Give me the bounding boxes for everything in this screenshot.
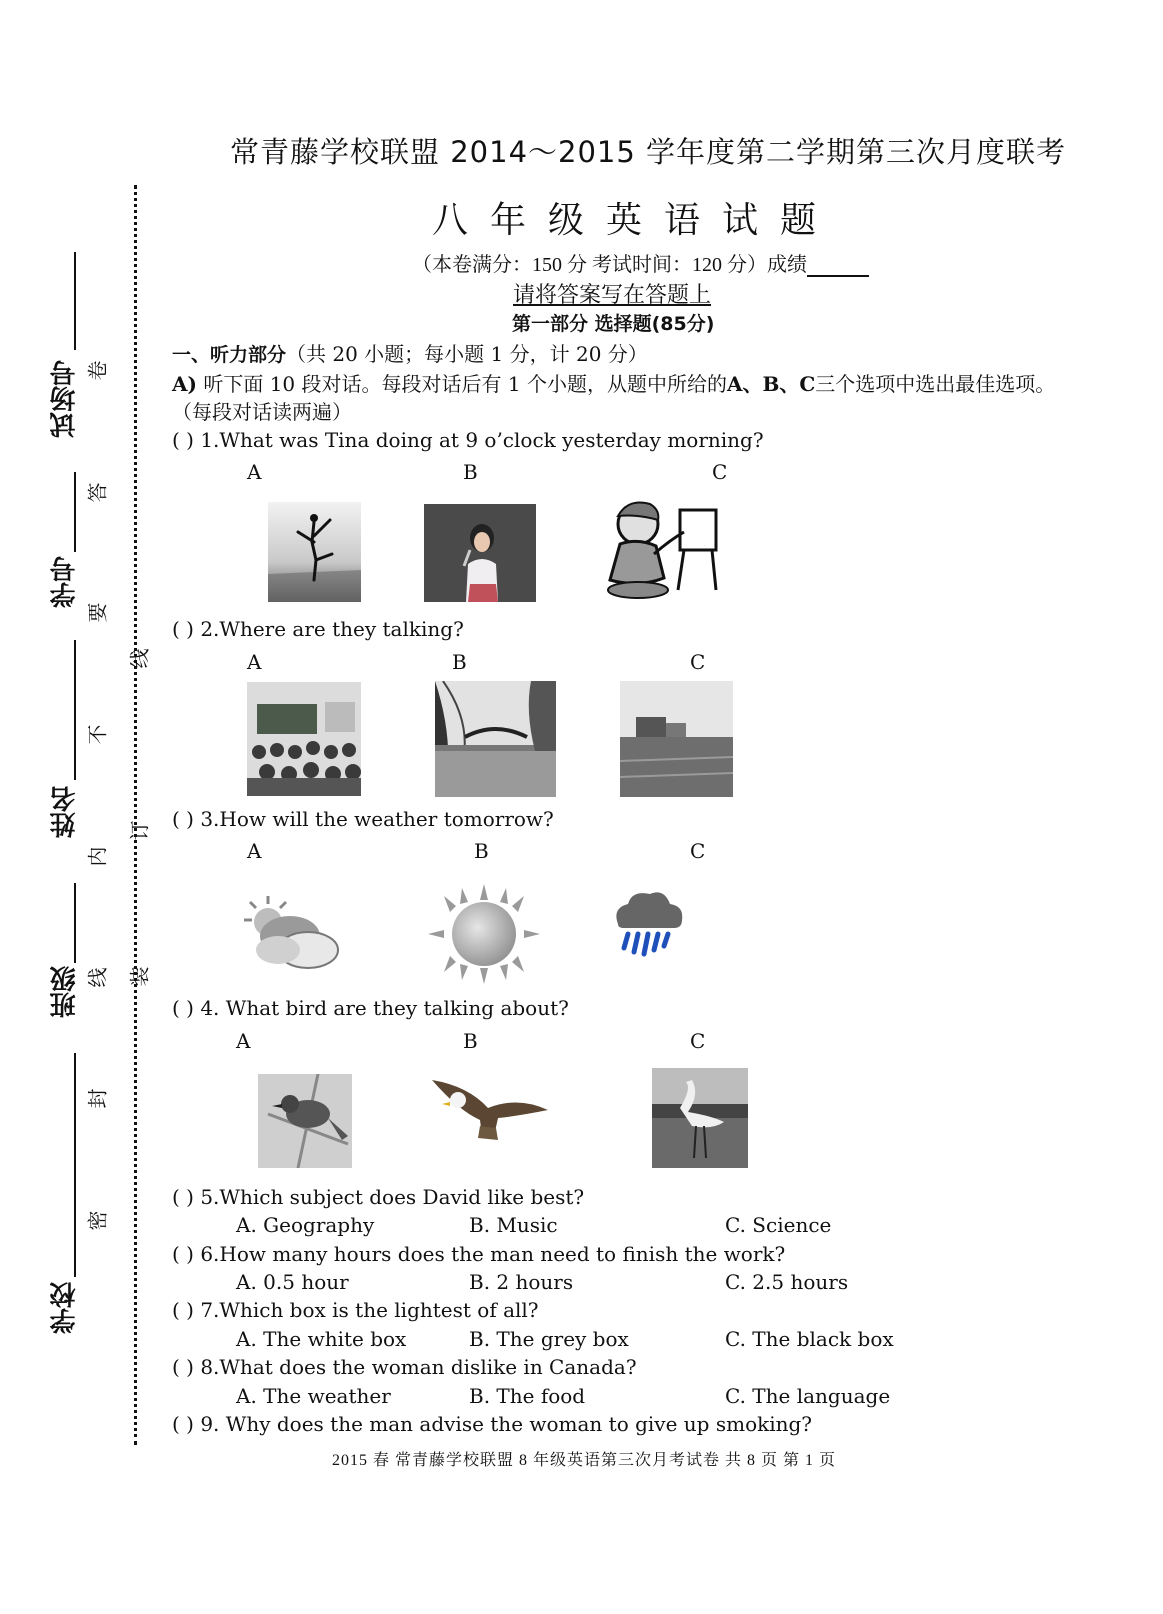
question-3: ( ) 3.How will the weather tomorrow? bbox=[172, 807, 554, 831]
dancer-image bbox=[268, 502, 361, 602]
crane-image bbox=[652, 1068, 748, 1168]
question-4: ( ) 4. What bird are they talking about? bbox=[172, 996, 569, 1020]
q6-option-a: A. 0.5 hour bbox=[236, 1270, 349, 1294]
q8-option-c: C. The language bbox=[725, 1384, 891, 1408]
part-title: 第一部分 选择题(85分) bbox=[512, 313, 715, 335]
question-7: ( ) 7.Which box is the lightest of all? bbox=[172, 1298, 539, 1322]
q2-option-a-label: A bbox=[247, 650, 262, 674]
q4-option-b-label: B bbox=[463, 1029, 478, 1053]
q3-option-a-label: A bbox=[247, 839, 262, 863]
eagle-image bbox=[428, 1066, 552, 1170]
margin-char-outer: 线 bbox=[127, 648, 152, 669]
q1-option-c-label: C bbox=[712, 460, 728, 484]
question-2: ( ) 2.Where are they talking? bbox=[172, 617, 464, 641]
q2-option-c-label: C bbox=[690, 650, 706, 674]
sparrow-image bbox=[258, 1074, 352, 1168]
q3-option-c-label: C bbox=[690, 839, 706, 863]
field-line-exam-room bbox=[74, 252, 76, 350]
label-student-no: 学号 bbox=[50, 556, 80, 608]
q2-option-b-label: B bbox=[452, 650, 467, 674]
binding-dotted-line bbox=[134, 185, 137, 1445]
margin-char: 要 bbox=[85, 602, 110, 623]
rain-icon bbox=[608, 888, 686, 960]
label-school: 学校 bbox=[50, 1282, 80, 1334]
label-name: 姓名 bbox=[50, 786, 80, 838]
section-a-note: （每段对话读两遍） bbox=[172, 400, 352, 424]
section-note: （共 20 小题；每小题 1 分，计 20 分） bbox=[286, 342, 648, 366]
classroom-image bbox=[247, 682, 361, 796]
q5-option-b: B. Music bbox=[469, 1213, 558, 1237]
question-8: ( ) 8.What does the woman dislike in Canada? bbox=[172, 1355, 637, 1379]
section-a-label: A) bbox=[172, 372, 197, 396]
playground-image bbox=[620, 681, 733, 797]
cloudy-icon bbox=[242, 892, 342, 976]
field-line-name bbox=[74, 640, 76, 780]
margin-char: 密 bbox=[85, 1210, 110, 1231]
question-6: ( ) 6.How many hours does the man need to finish the work? bbox=[172, 1242, 786, 1266]
label-exam-room: 试场号 bbox=[50, 360, 80, 438]
q5-option-a: A. Geography bbox=[236, 1213, 375, 1237]
field-line-student-no bbox=[74, 472, 76, 552]
exam-info bbox=[412, 248, 869, 277]
question-1: ( ) 1.What was Tina doing at 9 o’clock yesterday morning? bbox=[172, 428, 764, 452]
q5-option-c: C. Science bbox=[725, 1213, 832, 1237]
q7-option-b: B. The grey box bbox=[469, 1327, 629, 1351]
q4-option-a-label: A bbox=[236, 1029, 251, 1053]
margin-char-outer: 装 bbox=[127, 966, 152, 987]
margin-char: 封 bbox=[85, 1088, 110, 1109]
girl-painting-image bbox=[598, 492, 722, 604]
section-title: 一、听力部分 bbox=[172, 344, 287, 366]
margin-char: 线 bbox=[85, 967, 110, 988]
answer-instruction: 请将答案写在答题上 bbox=[513, 283, 712, 308]
score-blank bbox=[807, 255, 869, 277]
q6-option-c: C. 2.5 hours bbox=[725, 1270, 849, 1294]
section-a-choices: A、B、C bbox=[726, 372, 816, 396]
singer-image bbox=[424, 504, 536, 602]
section-a-text-2: 三个选项中选出最佳选项。 bbox=[815, 372, 1056, 396]
exam-info-text: （本卷满分：150 分 考试时间：120 分）成绩 bbox=[412, 254, 807, 276]
label-class: 班级 bbox=[50, 966, 80, 1018]
section-a-text: 听下面 10 段对话。每段对话后有 1 个小题，从题中所给的 bbox=[203, 372, 727, 396]
margin-char: 不 bbox=[85, 724, 110, 745]
margin-char: 答 bbox=[85, 482, 110, 503]
page-footer: 2015 春 常青藤学校联盟 8 年级英语第三次月考试卷 共 8 页 第 1 页 bbox=[332, 1452, 837, 1469]
subject-title: 八年级英语试题 bbox=[431, 200, 838, 241]
margin-char: 内 bbox=[85, 846, 110, 867]
margin-char: 卷 bbox=[85, 360, 110, 381]
q7-option-c: C. The black box bbox=[725, 1327, 894, 1351]
sunny-icon bbox=[428, 884, 540, 984]
question-9: ( ) 9. Why does the man advise the woman to give up smoking? bbox=[172, 1412, 813, 1436]
q4-option-c-label: C bbox=[690, 1029, 706, 1053]
section-a-instruction bbox=[172, 368, 1055, 397]
exam-title: 常青藤学校联盟 2014～2015 学年度第二学期第三次月度联考 bbox=[230, 135, 1067, 169]
section-heading bbox=[172, 338, 648, 367]
field-line-class bbox=[74, 883, 76, 963]
margin-char-outer: 订 bbox=[127, 820, 152, 841]
q7-option-a: A. The white box bbox=[236, 1327, 407, 1351]
park-lake-image bbox=[435, 681, 556, 797]
q1-option-a-label: A bbox=[247, 460, 262, 484]
q1-option-b-label: B bbox=[463, 460, 478, 484]
q8-option-b: B. The food bbox=[469, 1384, 586, 1408]
field-line-school bbox=[74, 1053, 76, 1277]
q8-option-a: A. The weather bbox=[236, 1384, 391, 1408]
q3-option-b-label: B bbox=[474, 839, 489, 863]
question-5: ( ) 5.Which subject does David like best? bbox=[172, 1185, 585, 1209]
q6-option-b: B. 2 hours bbox=[469, 1270, 574, 1294]
